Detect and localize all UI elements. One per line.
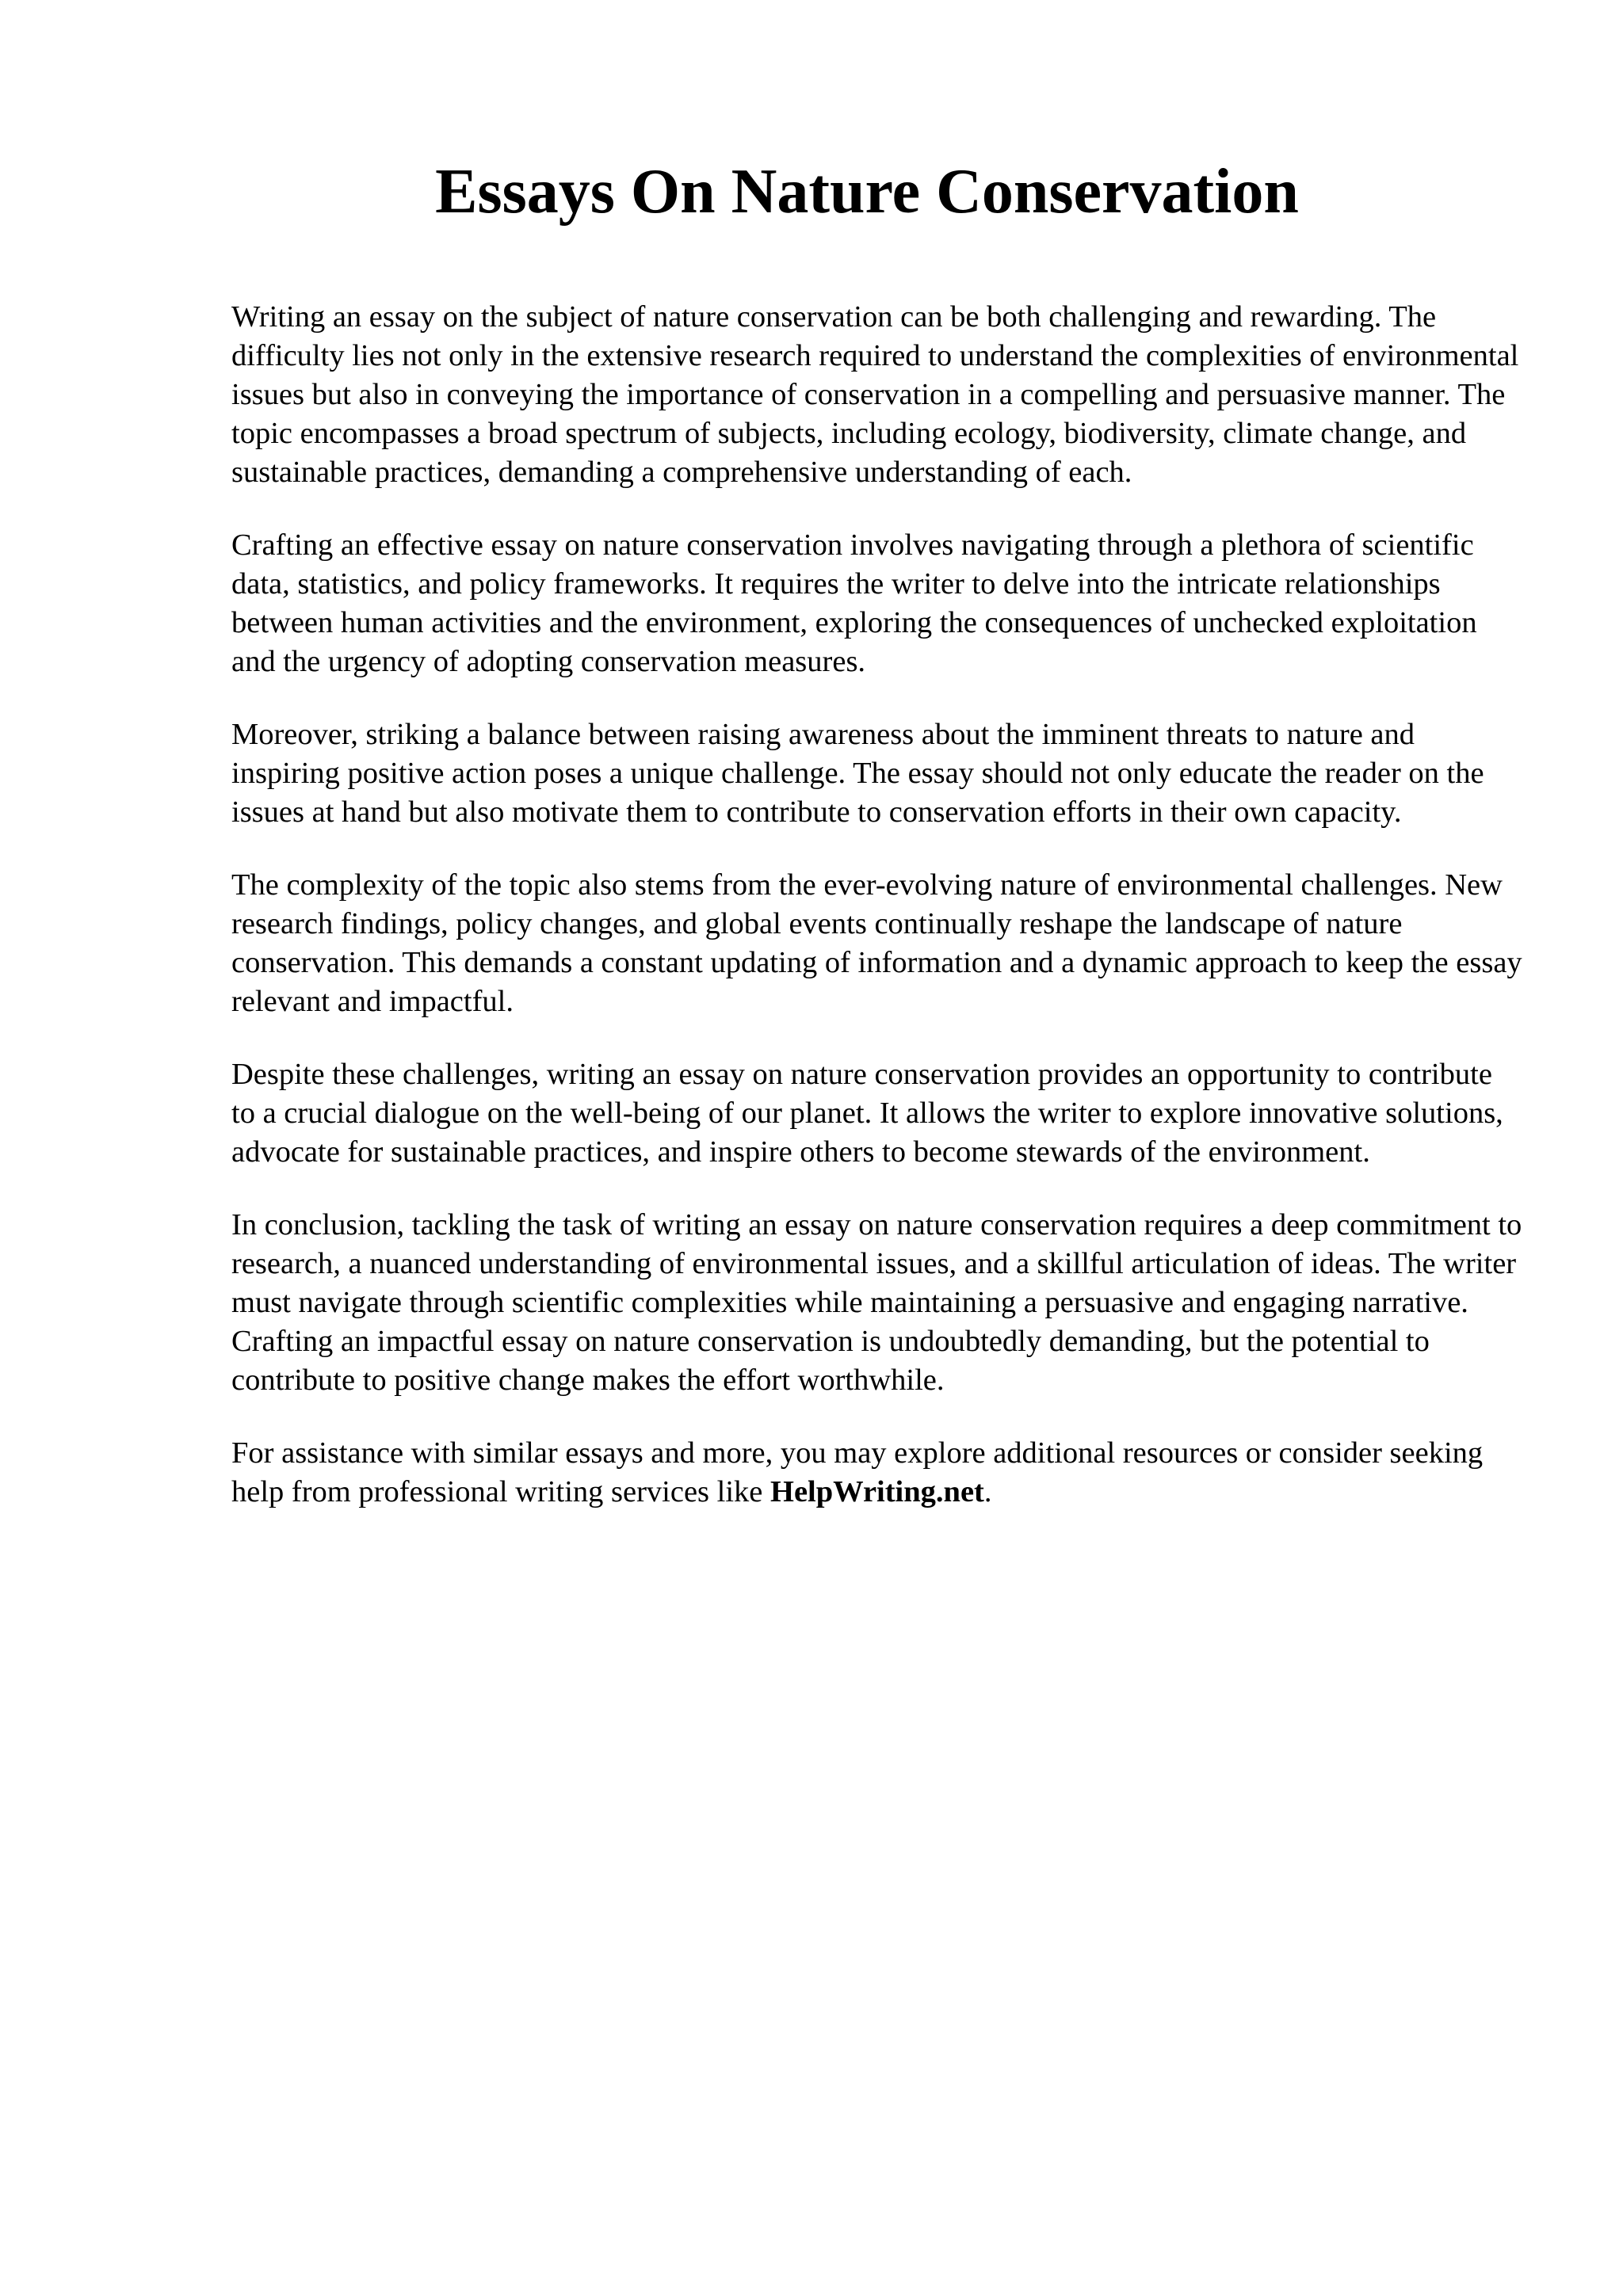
paragraph-4: The complexity of the topic also stems from the ever-evolving nature of environmental challenges. New research findings, policy changes, and global events continually reshape the landscape of nature conservation. This demands a constant updating of information and a dynamic approach to keep the essay relevant and impactful. <box>231 868 1522 1018</box>
closing-end: . <box>983 1475 992 1508</box>
brand-name: HelpWriting.net <box>770 1475 984 1508</box>
paragraph-5: Despite these challenges, writing an essay on nature conservation provides an opportunity to contribute to a crucial dialogue on the well-being of our planet. It allows the writer to explore innovative solutions, advocate for sustainable practices, and inspire others to become stewards of the environment. <box>231 1058 1503 1169</box>
paragraph-1: Writing an essay on the subject of nature conservation can be both challenging and rewarding. The difficulty lies not only in the extensive research required to understand the complexities of environmental issues but also in conveying the importance of conservation in a compelling and persuasive manner. The topic encompasses a broad spectrum of subjects, including ecology, biodiversity, climate change, and sustainable practices, demanding a comprehensive understanding of each. <box>231 300 1519 489</box>
document-title: Essays On Nature Conservation <box>435 157 1299 227</box>
closing-text: For assistance with similar essays and more, you may explore additional resources or consider seeking help from professional writing services like <box>231 1436 1484 1508</box>
paragraph-6: In conclusion, tackling the task of writing an essay on nature conservation requires a deep commitment to research, a nuanced understanding of environmental issues, and a skillful articulation of ideas. The writer must navigate through scientific complexities while maintaining a persuasive and engaging narrative. Crafting an impactful essay on nature conservation is undoubtedly demanding, but the potential to contribute to positive change makes the effort worthwhile. <box>231 1208 1522 1397</box>
paragraph-3: Moreover, striking a balance between raising awareness about the imminent threats to nature and inspiring positive action poses a unique challenge. The essay should not only educate the reader on the issues at hand but also motivate them to contribute to conservation efforts in their own capacity. <box>231 718 1484 829</box>
document-body <box>231 298 1523 1546</box>
closing-paragraph <box>231 1434 1523 1512</box>
paragraph-2: Crafting an effective essay on nature conservation involves navigating through a plethora of scientific data, statistics, and policy frameworks. It requires the writer to delve into the intricate relationships between human activities and the environment, exploring the consequences of unchecked exploitation and the urgency of adopting conservation measures. <box>231 528 1477 678</box>
